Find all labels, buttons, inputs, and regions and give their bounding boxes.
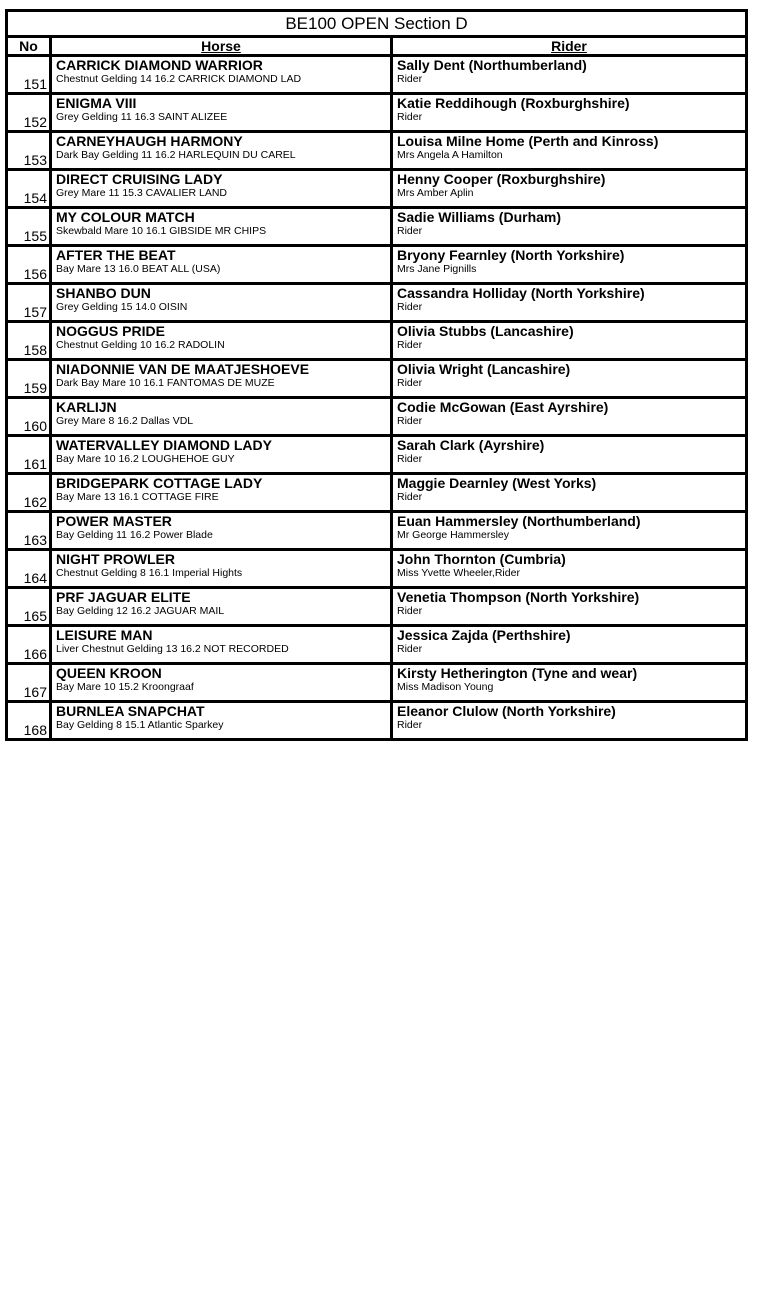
entry-number-cell (8, 209, 52, 244)
rider-cell (393, 437, 745, 472)
horse-cell (52, 437, 393, 472)
horse-details: Bay Mare 13 16.0 BEAT ALL (USA) (56, 263, 221, 275)
table-row (8, 361, 745, 399)
entry-number: 159 (23, 380, 47, 396)
horse-cell (52, 323, 393, 358)
header-no: No (8, 38, 52, 54)
table-row (8, 95, 745, 133)
entry-number: 151 (23, 76, 47, 92)
horse-name: CARNEYHAUGH HARMONY (56, 133, 243, 149)
horse-cell (52, 627, 393, 662)
rider-name: Sally Dent (Northumberland) (397, 57, 587, 73)
horse-name: CARRICK DIAMOND WARRIOR (56, 57, 263, 73)
entry-number: 158 (23, 342, 47, 358)
entry-number-cell (8, 57, 52, 92)
entry-number: 156 (23, 266, 47, 282)
horse-cell (52, 361, 393, 396)
horse-details: Bay Gelding 12 16.2 JAGUAR MAIL (56, 605, 225, 617)
rider-name: Louisa Milne Home (Perth and Kinross) (397, 133, 659, 149)
rider-cell (393, 399, 745, 434)
horse-cell (52, 95, 393, 130)
horse-details: Dark Bay Mare 10 16.1 FANTOMAS DE MUZE (56, 377, 275, 389)
horse-cell (52, 475, 393, 510)
horse-cell (52, 665, 393, 700)
entry-number: 165 (23, 608, 47, 624)
entry-number-cell (8, 171, 52, 206)
table-row (8, 513, 745, 551)
table-row (8, 171, 745, 209)
table-row (8, 703, 745, 738)
entry-number-cell (8, 399, 52, 434)
entry-number: 153 (23, 152, 47, 168)
entry-number-cell (8, 665, 52, 700)
owner-name: Rider (397, 415, 423, 427)
owner-name: Mrs Amber Aplin (397, 187, 474, 199)
horse-details: Bay Gelding 11 16.2 Power Blade (56, 529, 213, 541)
rider-cell (393, 247, 745, 282)
rider-cell (393, 209, 745, 244)
horse-details: Bay Mare 13 16.1 COTTAGE FIRE (56, 491, 219, 503)
horse-name: NIGHT PROWLER (56, 551, 175, 567)
owner-name: Rider (397, 643, 423, 655)
rider-name: Bryony Fearnley (North Yorkshire) (397, 247, 625, 263)
horse-details: Skewbald Mare 10 16.1 GIBSIDE MR CHIPS (56, 225, 267, 237)
rider-name: Eleanor Clulow (North Yorkshire) (397, 703, 616, 719)
owner-name: Mr George Hammersley (397, 529, 510, 541)
table-row (8, 589, 745, 627)
rider-name: Codie McGowan (East Ayrshire) (397, 399, 609, 415)
owner-name: Mrs Angela A Hamilton (397, 149, 503, 161)
entry-number-cell (8, 285, 52, 320)
horse-name: BURNLEA SNAPCHAT (56, 703, 205, 719)
entry-number: 162 (23, 494, 47, 510)
table-row (8, 437, 745, 475)
table-row (8, 57, 745, 95)
entry-number: 152 (23, 114, 47, 130)
rider-name: Olivia Stubbs (Lancashire) (397, 323, 574, 339)
table-row (8, 285, 745, 323)
horse-name: NIADONNIE VAN DE MAATJESHOEVE (56, 361, 310, 377)
horse-cell (52, 589, 393, 624)
horse-details: Chestnut Gelding 14 16.2 CARRICK DIAMOND LAD (56, 73, 302, 85)
entry-number-cell (8, 589, 52, 624)
owner-name: Rider (397, 225, 423, 237)
header-rider: Rider (551, 38, 587, 54)
owner-name: Rider (397, 605, 423, 617)
header-horse: Horse (52, 38, 393, 54)
horse-name: AFTER THE BEAT (56, 247, 176, 263)
header-row (8, 38, 745, 57)
horse-cell (52, 513, 393, 548)
rider-name: Sarah Clark (Ayrshire) (397, 437, 545, 453)
table-row (8, 627, 745, 665)
table-row (8, 247, 745, 285)
horse-name: LEISURE MAN (56, 627, 153, 643)
horse-name: POWER MASTER (56, 513, 172, 529)
horse-details: Grey Mare 11 15.3 CAVALIER LAND (56, 187, 227, 199)
horse-cell (52, 171, 393, 206)
owner-name: Miss Madison Young (397, 681, 494, 693)
entry-number-cell (8, 133, 52, 168)
horse-details: Chestnut Gelding 10 16.2 RADOLIN (56, 339, 225, 351)
horse-cell (52, 703, 393, 738)
table-row (8, 665, 745, 703)
horse-cell (52, 133, 393, 168)
owner-name: Rider (397, 719, 423, 731)
entry-number: 160 (23, 418, 47, 434)
table-row (8, 133, 745, 171)
rider-cell (393, 703, 745, 738)
entry-number: 161 (23, 456, 47, 472)
owner-name: Rider (397, 301, 423, 313)
entry-number-cell (8, 703, 52, 738)
horse-name: ENIGMA VIII (56, 95, 137, 111)
rider-cell (393, 323, 745, 358)
horse-details: Grey Gelding 11 16.3 SAINT ALIZEE (56, 111, 228, 123)
start-list-table (5, 9, 748, 741)
horse-cell (52, 399, 393, 434)
entry-number-cell (8, 513, 52, 548)
entry-number: 167 (23, 684, 47, 700)
rider-cell (393, 627, 745, 662)
entry-number: 164 (23, 570, 47, 586)
horse-cell (52, 247, 393, 282)
entry-number-cell (8, 323, 52, 358)
entry-number-cell (8, 437, 52, 472)
horse-details: Bay Mare 10 15.2 Kroongraaf (56, 681, 194, 693)
rider-cell (393, 551, 745, 586)
horse-name: PRF JAGUAR ELITE (56, 589, 191, 605)
entries-body (8, 57, 745, 738)
horse-cell (52, 551, 393, 586)
section-title: BE100 OPEN Section D (8, 12, 745, 38)
rider-name: Jessica Zajda (Perthshire) (397, 627, 571, 643)
rider-cell (393, 285, 745, 320)
rider-name: Henny Cooper (Roxburghshire) (397, 171, 606, 187)
horse-name: QUEEN KROON (56, 665, 162, 681)
entry-number: 163 (23, 532, 47, 548)
rider-name: John Thornton (Cumbria) (397, 551, 566, 567)
rider-name: Maggie Dearnley (West Yorks) (397, 475, 597, 491)
owner-name: Mrs Jane Pignills (397, 263, 477, 275)
horse-details: Bay Mare 10 16.2 LOUGHEHOE GUY (56, 453, 235, 465)
rider-name: Katie Reddihough (Roxburghshire) (397, 95, 630, 111)
horse-cell (52, 209, 393, 244)
entry-number: 166 (23, 646, 47, 662)
rider-name: Venetia Thompson (North Yorkshire) (397, 589, 640, 605)
rider-cell (393, 589, 745, 624)
horse-name: WATERVALLEY DIAMOND LADY (56, 437, 272, 453)
entry-number: 154 (23, 190, 47, 206)
owner-name: Rider (397, 377, 423, 389)
entry-number-cell (8, 627, 52, 662)
horse-details: Dark Bay Gelding 11 16.2 HARLEQUIN DU CAREL (56, 149, 296, 161)
owner-name: Rider (397, 73, 423, 85)
table-row (8, 399, 745, 437)
horse-cell (52, 57, 393, 92)
entry-number: 168 (23, 722, 47, 738)
horse-name: DIRECT CRUISING LADY (56, 171, 223, 187)
horse-name: MY COLOUR MATCH (56, 209, 195, 225)
rider-name: Euan Hammersley (Northumberland) (397, 513, 641, 529)
horse-name: NOGGUS PRIDE (56, 323, 165, 339)
table-row (8, 209, 745, 247)
rider-cell (393, 665, 745, 700)
horse-details: Liver Chestnut Gelding 13 16.2 NOT RECORDED (56, 643, 289, 655)
owner-name: Miss Yvette Wheeler,Rider (397, 567, 520, 579)
horse-cell (52, 285, 393, 320)
rider-cell (393, 133, 745, 168)
rider-cell (393, 361, 745, 396)
rider-cell (393, 57, 745, 92)
owner-name: Rider (397, 339, 423, 351)
owner-name: Rider (397, 111, 423, 123)
owner-name: Rider (397, 453, 423, 465)
entry-number-cell (8, 361, 52, 396)
rider-cell (393, 475, 745, 510)
rider-name: Sadie Williams (Durham) (397, 209, 562, 225)
horse-details: Chestnut Gelding 8 16.1 Imperial Hights (56, 567, 243, 579)
rider-cell (393, 95, 745, 130)
table-row (8, 551, 745, 589)
table-row (8, 475, 745, 513)
horse-name: SHANBO DUN (56, 285, 151, 301)
horse-details: Grey Mare 8 16.2 Dallas VDL (56, 415, 194, 427)
owner-name: Rider (397, 491, 423, 503)
entry-number: 155 (23, 228, 47, 244)
rider-name: Olivia Wright (Lancashire) (397, 361, 571, 377)
entry-number-cell (8, 247, 52, 282)
rider-cell (393, 171, 745, 206)
rider-name: Cassandra Holliday (North Yorkshire) (397, 285, 645, 301)
horse-details: Bay Gelding 8 15.1 Atlantic Sparkey (56, 719, 224, 731)
horse-name: KARLIJN (56, 399, 117, 415)
horse-name: BRIDGEPARK COTTAGE LADY (56, 475, 263, 491)
entry-number-cell (8, 551, 52, 586)
entry-number: 157 (23, 304, 47, 320)
entry-number-cell (8, 475, 52, 510)
entry-number-cell (8, 95, 52, 130)
rider-name: Kirsty Hetherington (Tyne and wear) (397, 665, 638, 681)
horse-details: Grey Gelding 15 14.0 OISIN (56, 301, 188, 313)
table-row (8, 323, 745, 361)
rider-cell (393, 513, 745, 548)
